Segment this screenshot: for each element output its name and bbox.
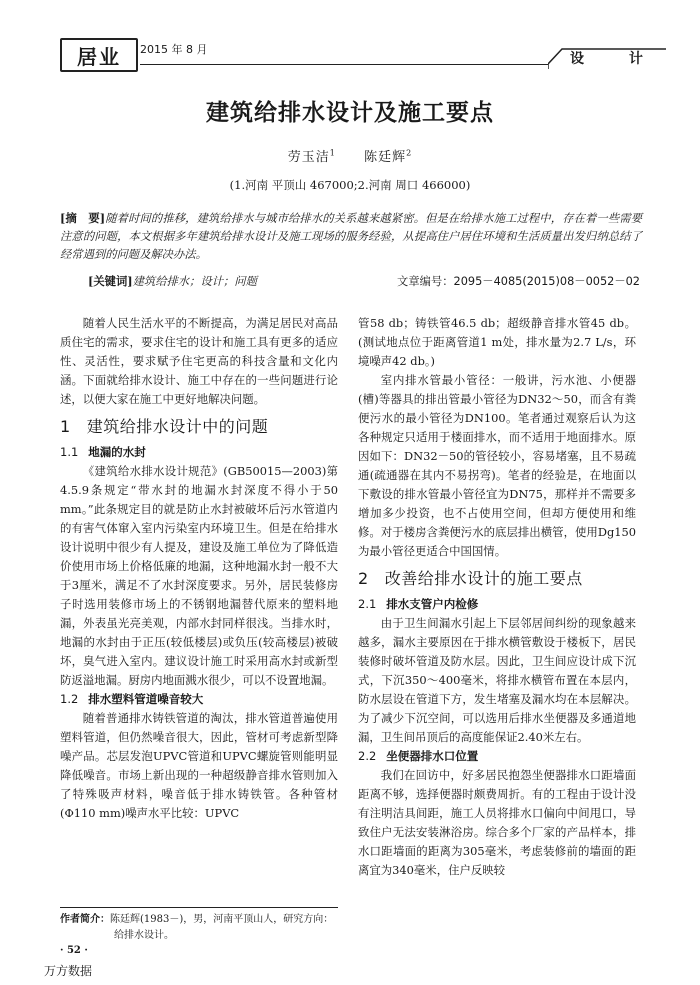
abstract — [60, 209, 642, 264]
issue-date: 2015 年 8 月 — [140, 43, 208, 56]
keywords-text: 建筑给排水；设计；问题 — [132, 275, 257, 288]
keywords-label: [关键词] — [88, 274, 133, 288]
abstract-label: [摘 要] — [60, 211, 106, 225]
author-note-label: 作者简介： — [60, 914, 110, 925]
body-paragraph: 室内排水管最小管径：一般讲，污水池、小便器(槽)等器具的排出管最小管径为DN32～50，而含有粪便污水的最小管径为DN100。笔者通过观察后认为这各种规定只适用于楼面排水，而不适用于地面排水。原因如下：DN32－50的管径较小，容易堵塞，且不易疏通(疏通器在其内不易拐弯)。笔者的经验是，在地面以下敷设的排水管最小管径宜为DN75，那样并不需要多增加多少投资，也不占使用空间，但却方便使用和维修。对于楼房含粪便污水的底层排出横管，使用Dg150为最小管径更适合中国国情。 — [358, 373, 636, 558]
section-heading — [358, 569, 636, 588]
header-rule — [140, 64, 548, 65]
subsection-heading — [60, 443, 338, 462]
subsection-title: 排水塑料管道噪音较大 — [88, 692, 204, 706]
journal-logo-text: 居业 — [77, 44, 121, 69]
body-paragraph: 由于卫生间漏水引起上下层邻居间纠纷的现象越来越多，漏水主要原因在于排水横管敷设于楼板下，居民装修时破坏管道及防水层。因此，卫生间应设计成下沉式，下沉350～400毫米，将排水横管布置在本层内，防水层设在管道下方，发生堵塞及漏水均在本层解决。为了减少下沉空间，可以选用后排水坐便器及多通道地漏，卫生间吊顶后的高度能保证2.40米左右。 — [358, 616, 636, 744]
affiliations: (1.河南 平顶山 467000;2.河南 周口 466000) — [229, 178, 471, 192]
body-paragraph: 我们在回访中，好多居民抱怨坐便器排水口距墙面距离不够，选择便器时颇费周折。有的工程由于设计没有注明洁具间距，施工人员将排水口偏向中间甩口，导致住户无法安装淋浴房。综合多个厂家的产品样本，排水口距墙面的距离为305毫米，考虑装修前的墙面的距离宜为340毫米，住户反映较 — [358, 768, 636, 877]
subsection-heading — [358, 595, 636, 614]
intro-paragraph: 随着人民生活水平的不断提高，为满足居民对高品质住宅的需求，要求住宅的设计和施工具有更多的适应性、灵活性，要求赋予住宅更高的科技含量和文化内涵。下面就给排水设计、施工中存在的一些问题进行论述，以便大家在施工中更好地解决问题。 — [60, 316, 338, 406]
article-number: 文章编号：2095－4085(2015)08－0052－02 — [397, 275, 640, 288]
section-tab-label: 设 计 — [570, 51, 663, 67]
section-heading — [60, 417, 338, 436]
author-footnote — [60, 912, 340, 944]
author-note-line: 陈廷辉(1983－)，男，河南平顶山人，研究方向： — [110, 914, 334, 925]
author-affil-mark: 2 — [406, 148, 413, 158]
section-tab — [548, 47, 666, 69]
body-paragraph: 管58 db；铸铁管46.5 db；超级静音排水管45 db。(测试地点位于距离管道1 m处，排水量为2.7 L/s，环境噪声42 db。) — [358, 316, 636, 368]
abstract-text: 随着时间的推移，建筑给排水与城市给排水的关系越来越紧密。但是在给排水施工过程中，存在着一些需要注意的问题，本文根据多年建筑给排水设计及施工现场的服务经验，从提高住户居住环境和生活质量出发归纳总结了经常遇到的问题及解决办法。 — [60, 212, 642, 261]
body-paragraph: 随着普通排水铸铁管道的淘汰，排水管道普遍使用塑料管道，但仍然噪音很大，因此，管材可考虑新型降噪产品。芯层发泡UPVC管道和UPVC螺旋管则能明显降低噪音。市场上新出现的一种超级静音排水管则加入了特殊吸声材料，噪音低于排水铸铁管。各种管材(Φ110 mm)噪声水平比较：UPVC — [60, 711, 338, 820]
subsection-title: 排水支管户内检修 — [386, 597, 479, 611]
author-affil-mark: 1 — [329, 148, 336, 158]
author-name: 陈廷辉 — [364, 150, 407, 165]
section-title: 建筑给排水设计中的问题 — [86, 417, 269, 436]
subsection-number: 1.1 — [60, 445, 79, 459]
article-title: 建筑给排水设计及施工要点 — [206, 100, 494, 126]
section-number: 1 — [60, 417, 71, 436]
section-number: 2 — [358, 569, 369, 588]
authors — [0, 146, 700, 165]
subsection-title: 坐便器排水口位置 — [386, 749, 479, 763]
keywords — [88, 273, 257, 289]
right-column — [358, 314, 636, 880]
subsection-title: 地漏的水封 — [88, 445, 146, 459]
journal-logo — [60, 38, 138, 72]
subsection-heading — [60, 690, 338, 709]
watermark: 万方数据 — [44, 964, 93, 978]
subsection-heading — [358, 747, 636, 766]
body-paragraph: 《建筑给水排水设计规范》(GB50015—2003)第4.5.9条规定“带水封的地漏水封深度不得小于50 mm。”此条规定目的就是防止水封被破坏后污水管道内的有害气体窜入室内污染室内环境卫生。但是在给排水设计说明中很少有人提及，建设及施工单位为了降低造价使用市场上价格低廉的地漏，这种地漏水封一般不大于3厘米，满足不了水封深度要求。另外，居民装修房子时选用装修市场上的不锈钢地漏替代原来的塑料地漏，外表虽光亮美观，内部水封同样很浅。当排水时，地漏的水封由于正压(较低楼层)或负压(较高楼层)被破坏，臭气进入室内。建议设计施工时采用高水封或新型防返溢地漏。厨房内地面溅水很少，可以不设置地漏。 — [60, 464, 338, 687]
subsection-number: 2.1 — [358, 597, 377, 611]
author-note-line: 给排水设计。 — [114, 930, 174, 941]
section-title: 改善给排水设计的施工要点 — [384, 569, 583, 588]
page-number: · 52 · — [60, 945, 88, 956]
subsection-number: 1.2 — [60, 692, 79, 706]
left-column — [60, 314, 338, 823]
footnote-rule — [60, 907, 338, 908]
author-name: 劳玉洁 — [287, 150, 330, 165]
subsection-number: 2.2 — [358, 749, 377, 763]
